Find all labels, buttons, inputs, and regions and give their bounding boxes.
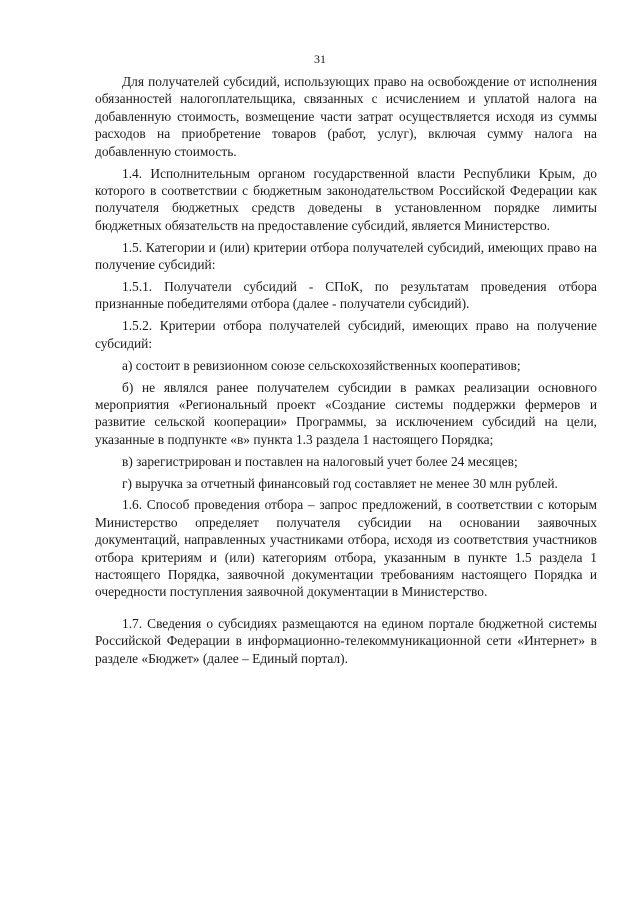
paragraph-vat-exemption: Для получателей субсидий, использующих право на освобождение от исполнения обязанностей налогоплательщика, связанных с исчислением и уплатой налога на добавленную стоимость, возмещение части затрат осуществляется исходя из суммы расходов на приобретение товаров (работ, услуг), включая сумму налога на добавленную стоимость. [95,74,597,159]
document-body [95,73,597,672]
list-item-b: б) не являлся ранее получателем субсидии в рамках реализации основного мероприятия «Региональный проект «Создание системы поддержки фермеров и развитие сельской кооперации» Программы, за исключением субсидий на цели, указанные в подпункте «в» пункта 1.3 раздела 1 настоящего Порядка; [95,379,597,447]
list-item-g: г) выручка за отчетный финансовый год составляет не менее 30 млн рублей. [122,475,558,491]
paragraph-1-7: 1.7. Сведения о субсидиях размещаются на едином портале бюджетной системы Российской Федерации в информационно-телекоммуникационной сети «Интернет» в разделе «Бюджет» (далее – Единый портал). [95,615,597,666]
paragraph-1-5-1: 1.5.1. Получатели субсидий - СПоК, по результатам проведения отбора признанные победителями отбора (далее - получатели субсидий). [95,278,597,312]
paragraph-1-5-2: 1.5.2. Критерии отбора получателей субсидий, имеющих право на получение субсидий: [95,318,597,351]
list-item-a: а) состоит в ревизионном союзе сельскохозяйственных кооперативов; [122,357,521,373]
paragraph-1-6: 1.6. Способ проведения отбора – запрос предложений, в соответствии с которым Министерство определяет получателя субсидии на основании заявочных документаций, направленных участниками отбора, исходя из соответствия участников отбора критериям и (или) категориям отбора, указанным в пункте 1.5 раздела 1 настоящего Порядка, заявочной документации требованиям настоящего Порядка и очередности поступления заявочной документации в Министерство. [95,497,597,600]
paragraph-1-5: 1.5. Категории и (или) критерии отбора получателей субсидий, имеющих право на получение субсидий: [95,239,597,273]
page-number: 31 [314,52,326,66]
paragraph-1-4: 1.4. Исполнительным органом государственной власти Республики Крым, до которого в соответствии с бюджетным законодательством Российской Федерации как получателя бюджетных средств доведены в установленном порядке лимиты бюджетных обязательств на предоставление субсидий, является Министерство. [95,165,597,233]
list-item-v: в) зарегистрирован и поставлен на налоговый учет более 24 месяцев; [122,453,518,469]
